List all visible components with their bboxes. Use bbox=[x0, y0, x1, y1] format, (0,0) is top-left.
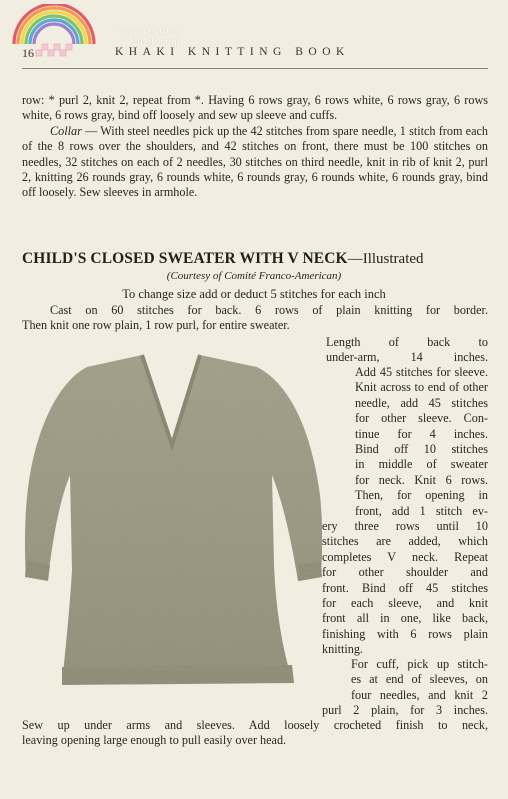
collar-paragraph bbox=[22, 124, 488, 201]
mid-line-6: for each sleeve, and knit bbox=[322, 596, 488, 611]
cuff-line-2: es at end of sleeves, on bbox=[351, 672, 488, 687]
mid-line-4: for other shoulder and bbox=[322, 565, 488, 580]
cuff-line-4: purl 2 plain, for 3 inches. bbox=[322, 703, 488, 717]
right-line-8: Bind off 10 stitches bbox=[355, 442, 488, 457]
cast-on-text bbox=[22, 303, 488, 334]
closing-line-2: leaving opening large enough to pull easily over head. bbox=[22, 733, 287, 748]
page-number: 16 bbox=[22, 46, 34, 60]
right-line-7: tinue for 4 inches. bbox=[355, 426, 488, 441]
intro-paragraph: row: * purl 2, knit 2, repeat from *. Having 6 rows gray, 6 rows white, 6 rows gray, 6 rows white, 6 rows gray, bind off loosely and sew up sleeve and cuffs. bbox=[22, 93, 488, 123]
right-column-block bbox=[355, 365, 488, 519]
mid-line-2: stitches are added, which bbox=[322, 534, 488, 549]
collar-label: Collar bbox=[50, 123, 82, 138]
mid-line-3: completes V neck. Repeat bbox=[322, 549, 488, 564]
right-line-9: in middle of sweater bbox=[355, 457, 488, 472]
right-line-6: for other sleeve. Con- bbox=[355, 411, 488, 426]
mid-line-1: ery three rows until 10 bbox=[322, 519, 488, 533]
right-line-1: Length of back to bbox=[326, 335, 488, 349]
closing-text bbox=[22, 718, 488, 749]
closing-line-1: Sew up under arms and sleeves. Add loosely crocheted finish to neck, bbox=[22, 718, 488, 732]
section-title: CHILD'S CLOSED SWEATER WITH V NECK bbox=[22, 250, 348, 267]
watermark-line-2: stitch.com bbox=[132, 37, 181, 48]
cuff-column-text bbox=[351, 657, 488, 703]
right-line-3: Add 45 stitches for sleeve. bbox=[355, 365, 488, 379]
cast-on-line-1: Cast on 60 stitches for back. 6 rows of plain knitting for border. bbox=[50, 303, 488, 317]
watermark bbox=[118, 26, 180, 48]
mid-line-8: finishing with 6 rows plain bbox=[322, 626, 488, 641]
right-line-2: under-arm, 14 inches. bbox=[326, 350, 488, 364]
header-rule bbox=[22, 68, 488, 69]
mid-column-text bbox=[322, 519, 488, 658]
right-line-10: for neck. Knit 6 rows. bbox=[355, 472, 488, 487]
watermark-line-1: www.chcross bbox=[118, 26, 180, 37]
cast-on-line-2: Then knit one row plain, 1 row purl, for entire sweater. bbox=[22, 318, 290, 333]
cuff-line-1: For cuff, pick up stitch- bbox=[351, 657, 488, 671]
mid-line-9: knitting. bbox=[322, 642, 363, 657]
right-line-12: front, add 1 stitch ev- bbox=[355, 503, 488, 518]
courtesy-line: (Courtesy of Comité Franco-American) bbox=[166, 270, 342, 282]
mid-line-5: front. Bind off 45 stitches bbox=[322, 580, 488, 595]
cuff-line-3: four needles, and knit 2 bbox=[351, 687, 488, 702]
size-note: To change size add or deduct 5 stitches for each inch bbox=[122, 287, 386, 301]
right-column-line2 bbox=[326, 350, 488, 365]
intro-text bbox=[22, 93, 488, 201]
mid-line-7: front all in one, like back, bbox=[322, 611, 488, 626]
section-heading bbox=[22, 250, 492, 268]
running-title: KHAKI KNITTING BOOK bbox=[115, 46, 350, 58]
right-column-text bbox=[326, 335, 488, 350]
right-line-5: needle, add 45 stitches bbox=[355, 395, 488, 410]
collar-text: — With steel needles pick up the 42 stitches from spare needle, 1 stitch from each of the 8 rows over the shoulders, and 42 stitches on front, there must be 100 stitches on needles, 32 stitches on each of 2 needles, 30 stitches on third needle, knit in rib of knit 2, purl 2, knitting 26 rounds gray, 6 rounds white, 6 rounds gray, 6 rounds white, 6 rounds gray, bind off loosely. Sew sleeves in armhole. bbox=[22, 123, 488, 200]
sweater-photo bbox=[22, 345, 322, 695]
cuff-column-last bbox=[322, 703, 488, 718]
section-illustrated: —Illustrated bbox=[347, 251, 424, 267]
right-line-11: Then, for opening in bbox=[355, 488, 488, 503]
right-line-4: Knit across to end of other bbox=[355, 380, 488, 395]
